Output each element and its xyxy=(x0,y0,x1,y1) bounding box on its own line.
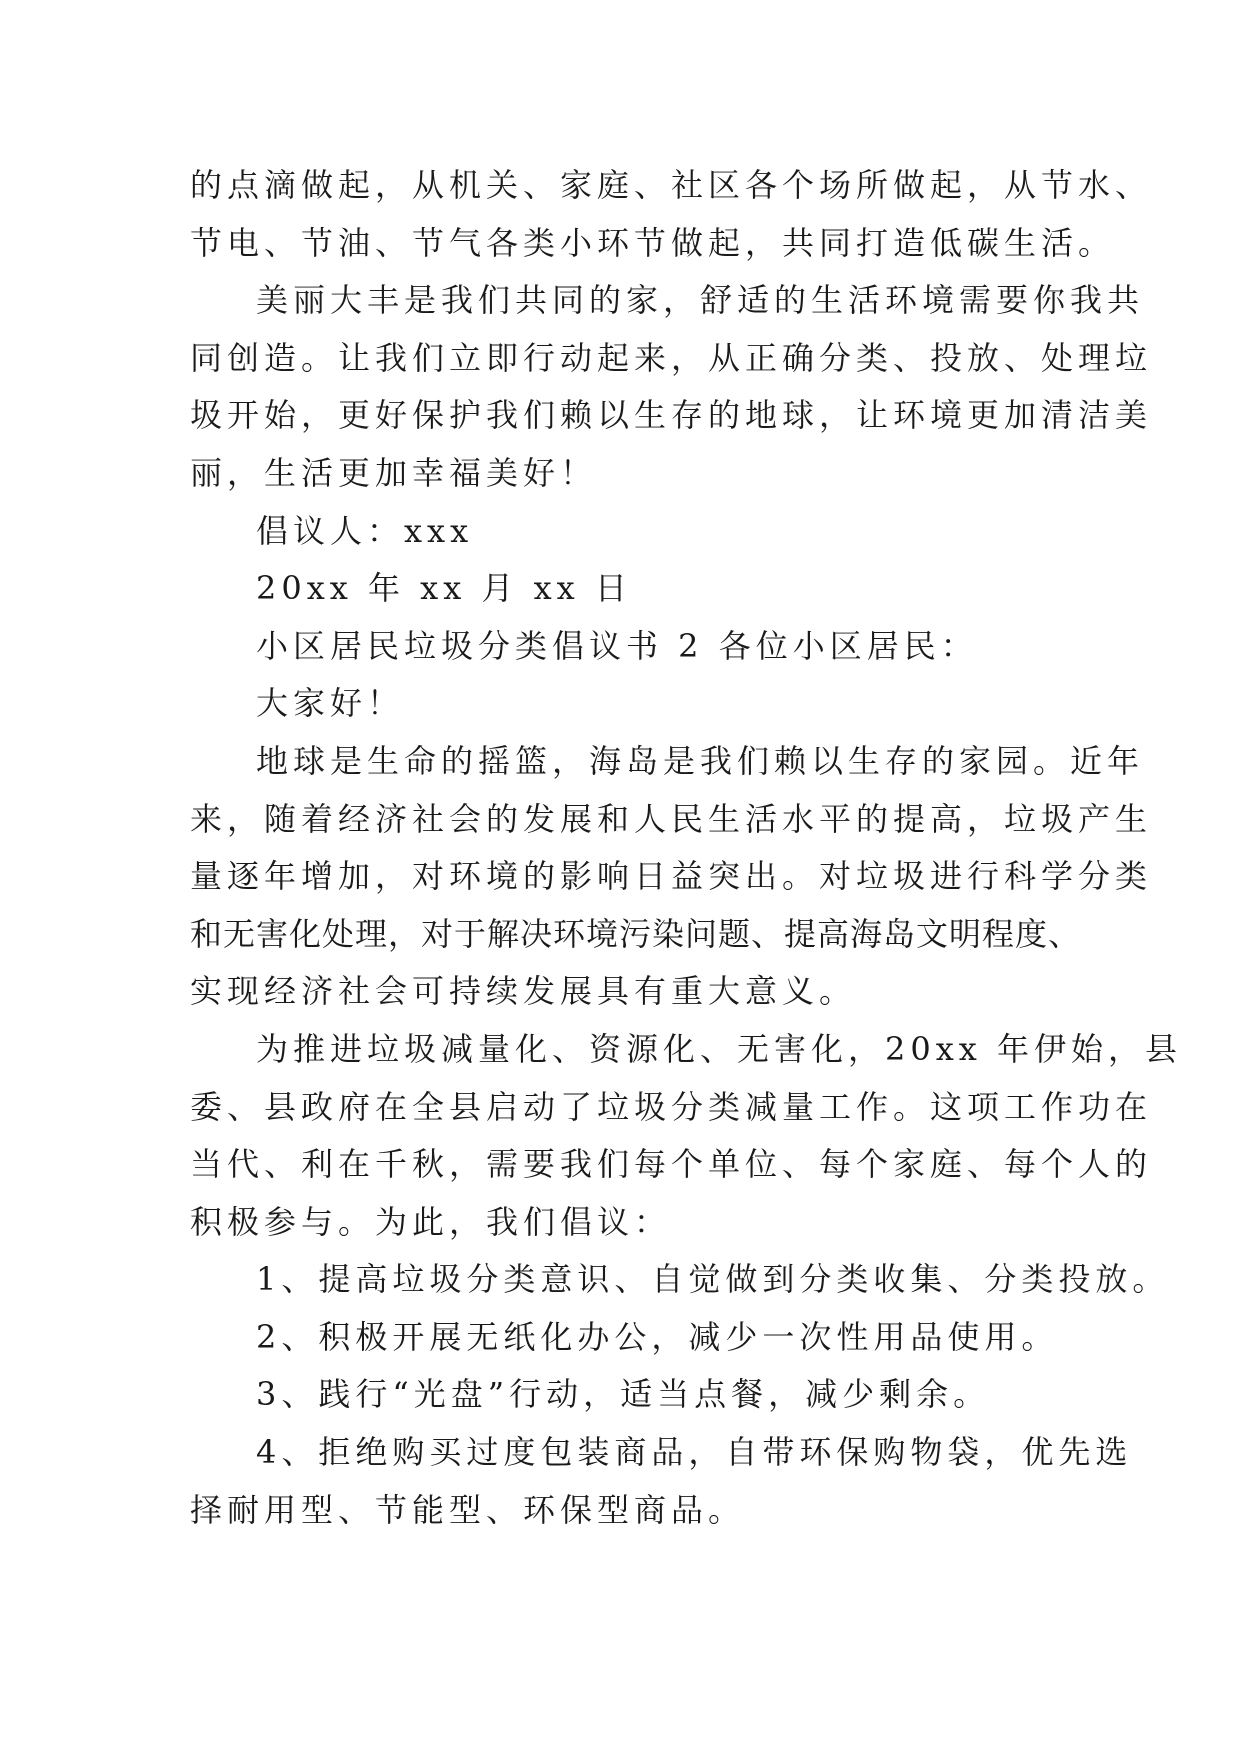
paragraph-line: 量逐年增加，对环境的影响日益突出。对垃圾进行科学分类 xyxy=(190,857,1153,896)
list-item-continuation: 择耐用型、节能型、环保型商品。 xyxy=(190,1490,746,1529)
paragraph-line: 同创造。让我们立即行动起来，从正确分类、投放、处理垃 xyxy=(190,338,1153,377)
paragraph-line: 和无害化处理，对于解决环境污染问题、提高海岛文明程度、 xyxy=(190,914,1082,953)
paragraph-line: 美丽大丰是我们共同的家，舒适的生活环境需要你我共 xyxy=(256,281,1145,320)
list-item: 3、践行“光盘”行动，适当点餐，减少剩余。 xyxy=(256,1375,991,1414)
paragraph-line: 节电、节油、节气各类小环节做起，共同打造低碳生活。 xyxy=(190,223,1116,262)
paragraph-line: 丽，生活更加幸福美好！ xyxy=(190,453,598,492)
paragraph-line: 为推进垃圾减量化、资源化、无害化，20xx 年伊始，县 xyxy=(256,1029,1182,1068)
paragraph-line: 圾开始，更好保护我们赖以生存的地球，让环境更加清洁美 xyxy=(190,396,1153,435)
paragraph-line: 委、县政府在全县启动了垃圾分类减量工作。这项工作功在 xyxy=(190,1087,1153,1126)
paragraph-line: 实现经济社会可持续发展具有重大意义。 xyxy=(190,972,857,1011)
list-item: 4、拒绝购买过度包装商品，自带环保购物袋，优先选 xyxy=(256,1433,1133,1472)
paragraph-line: 积极参与。为此，我们倡议： xyxy=(190,1202,672,1241)
section-heading: 小区居民垃圾分类倡议书 2 各位小区居民： xyxy=(256,626,978,665)
greeting-line: 大家好！ xyxy=(256,684,405,723)
date-line: 20xx 年 xx 月 xx 日 xyxy=(256,569,632,608)
list-item: 2、积极开展无纸化办公，减少一次性用品使用。 xyxy=(256,1317,1059,1356)
list-item: 1、提高垃圾分类意识、自觉做到分类收集、分类投放。 xyxy=(256,1260,1170,1299)
paragraph-line: 来，随着经济社会的发展和人民生活水平的提高，垃圾产生 xyxy=(190,799,1153,838)
paragraph-line: 的点滴做起，从机关、家庭、社区各个场所做起，从节水、 xyxy=(190,166,1153,204)
proposer-line: 倡议人：xxx xyxy=(256,511,474,550)
document-body xyxy=(190,157,1182,1539)
paragraph-line: 地球是生命的摇篮，海岛是我们赖以生存的家园。近年 xyxy=(256,741,1145,780)
paragraph-line: 当代、利在千秋，需要我们每个单位、每个家庭、每个人的 xyxy=(190,1145,1153,1184)
